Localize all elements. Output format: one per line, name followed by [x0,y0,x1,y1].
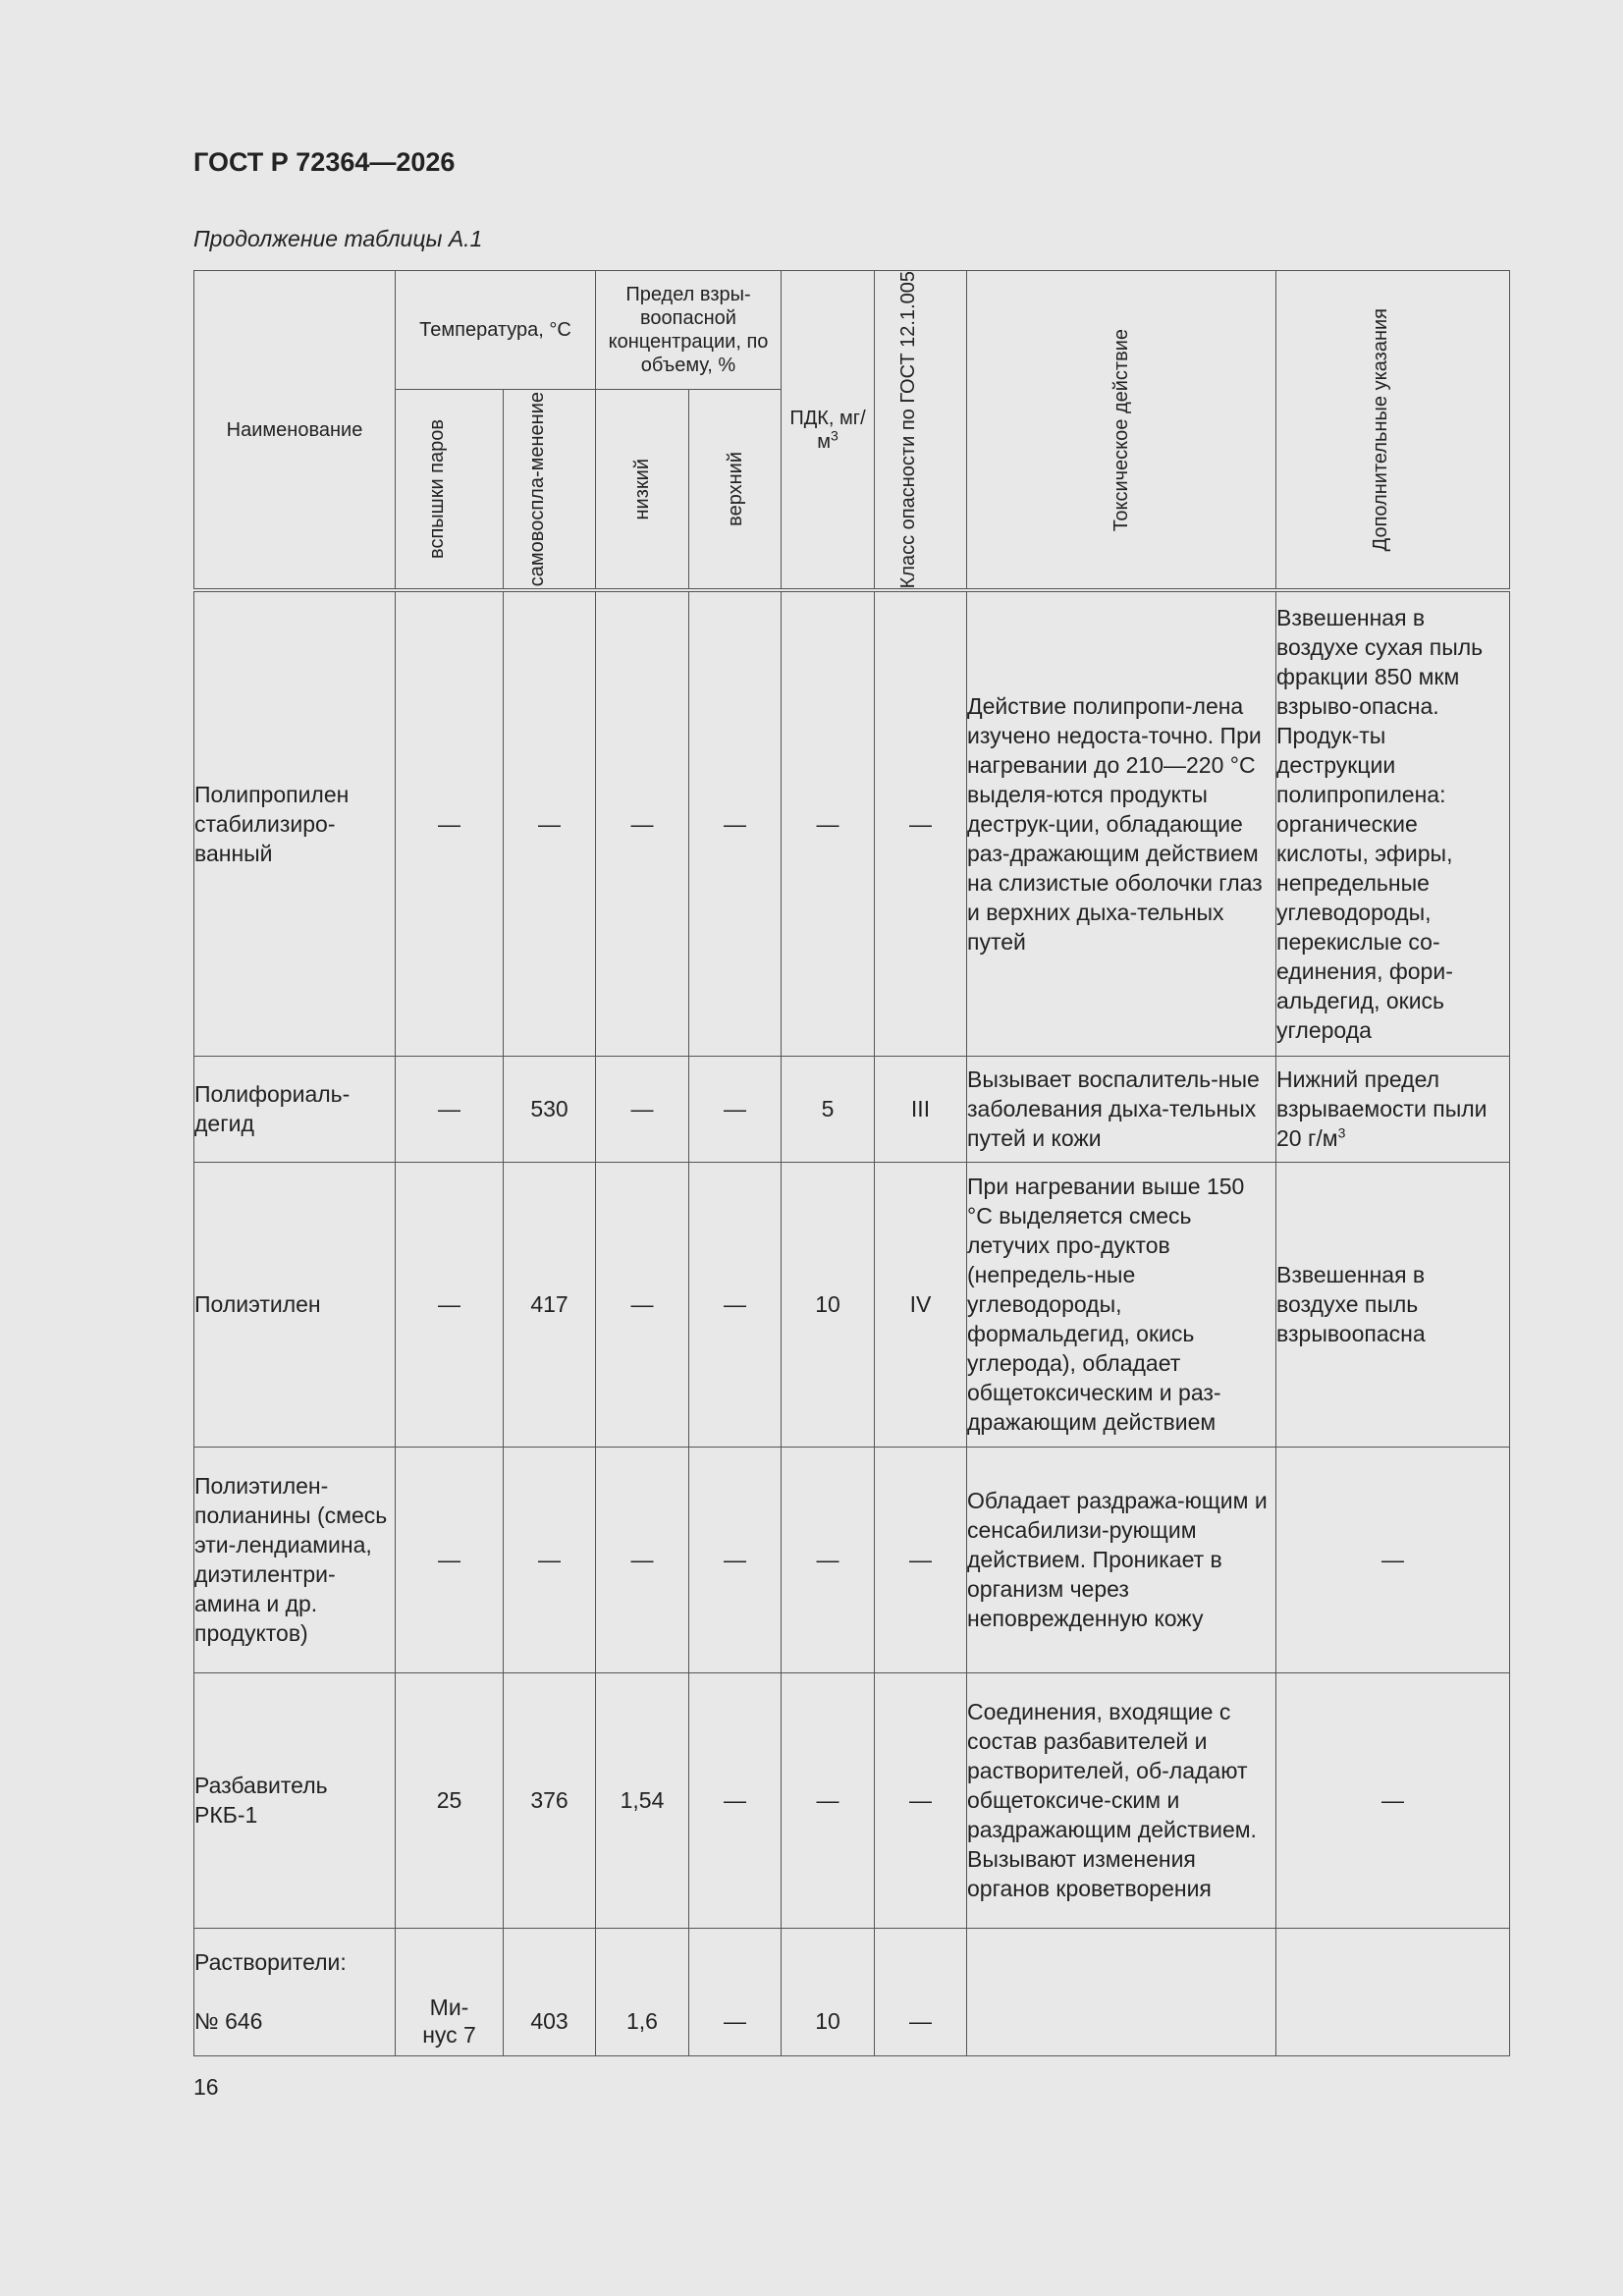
cell-pdk: 10 [782,1162,875,1447]
cell-autoignition: — [504,1447,596,1672]
cell-autoignition: 530 [504,1056,596,1162]
header-toxic-effect: Токсическое действие [967,271,1276,591]
hazard-table [193,270,1510,2056]
cell-high: — [689,1056,782,1162]
cell-toxic: Соединения, входящие с состав разбавителей и растворителей, об-ладают общетоксиче-ским и раздражающим действием. Вызывают изменения органов кроветворения [967,1672,1276,1928]
cell-flash: — [396,1162,504,1447]
cell-class: — [875,1928,967,2055]
header-low: низкий [596,390,689,591]
cell-autoignition: — [504,590,596,1056]
cell-pdk: 10 [782,1928,875,2055]
table-row [194,1056,1510,1162]
cell-class: — [875,1672,967,1928]
cell-name: Полиэтилен-полианины (смесь эти-лендиамина, диэтилентри-амина и др. продуктов) [194,1447,396,1672]
cell-pdk: — [782,1672,875,1928]
cell-class: IV [875,1162,967,1447]
cell-low: — [596,1056,689,1162]
cell-autoignition: 417 [504,1162,596,1447]
cell-pdk: — [782,1447,875,1672]
cell-low: — [596,1162,689,1447]
cell-pdk: 5 [782,1056,875,1162]
cell-pdk: — [782,590,875,1056]
cell-notes: — [1276,1672,1510,1928]
cell-toxic: Вызывает воспалитель-ные заболевания дыха-тельных путей и кожи [967,1056,1276,1162]
cell-flash: — [396,1447,504,1672]
cell-name: Разбавитель РКБ-1 [194,1672,396,1928]
cell-flash: 25 [396,1672,504,1928]
table-row [194,1672,1510,1928]
cell-flash: — [396,1056,504,1162]
cell-notes: — [1276,1447,1510,1672]
cell-class: — [875,1447,967,1672]
cell-notes: Взвешенная в воздухе сухая пыль фракции 850 мкм взрыво-опасна. Продук-ты деструкции полипропилена: органические кислоты, эфиры, непредельные углеводороды, перекислые со-единения, фори-альдегид, окись углерода [1276,590,1510,1056]
header-pdk: ПДК, $мг/м^3$ [782,271,875,591]
cell-flash: — [396,590,504,1056]
cell-class: III [875,1056,967,1162]
header-autoignition: самовоспла-менение [504,390,596,591]
table-row [194,1447,1510,1672]
cell-class: — [875,590,967,1056]
cell-low: — [596,1447,689,1672]
header-high: верхний [689,390,782,591]
cell-name: Полифориаль-дегид [194,1056,396,1162]
cell-high: — [689,1928,782,2055]
cell-toxic: Обладает раздража-ющим и сенсабилизи-рующим действием. Проникает в организм через неповрежденную кожу [967,1447,1276,1672]
document-title: ГОСТ Р 72364—2026 [193,147,456,177]
cell-notes: Нижний предел взрываемости пыли 20 $г/м^3$ [1276,1056,1510,1162]
table-caption: Продолжение таблицы А.1 [193,226,483,251]
cell-name: Полипропилен стабилизиро-ванный [194,590,396,1056]
cell-notes: Взвешенная в воздухе пыль взрывоопасна [1276,1162,1510,1447]
cell-low: 1,54 [596,1672,689,1928]
header-name: Наименование [194,271,396,591]
cell-notes [1276,1928,1510,2055]
cell-toxic [967,1928,1276,2055]
table-row [194,1162,1510,1447]
cell-high: — [689,1672,782,1928]
header-temperature: Температура, °С [396,271,596,390]
cell-high: — [689,1162,782,1447]
header-flash: вспышки паров [396,390,504,591]
table-row [194,590,1510,1056]
cell-high: — [689,590,782,1056]
cell-autoignition: 403 [504,1928,596,2055]
solvent-name: № 646 [194,2008,263,2035]
cell-toxic: При нагревании выше 150 °С выделяется смесь летучих про-дуктов (непредель-ные углеводороды, формальдегид, окись углерода), обладает общетоксическим и раз-дражающим действием [967,1162,1276,1447]
cell-name [194,1928,396,2055]
cell-flash: Ми-нус 7 [396,1928,504,2055]
header-explosive-limit: Предел взры-воопасной концентрации, по объему, % [596,271,782,390]
page-number: 16 [193,2074,219,2100]
solvents-label: Растворители: [194,1949,347,1976]
header-hazard-class: Класс опасности по ГОСТ 12.1.005 [875,271,967,591]
cell-autoignition: 376 [504,1672,596,1928]
cell-low: — [596,590,689,1056]
cell-toxic: Действие полипропи-лена изучено недоста-точно. При нагревании до 210—220 °С выделя-ются продукты деструк-ции, обладающие раз-дражающим действием на слизистые оболочки глаз и верхних дыха-тельных путей [967,590,1276,1056]
header-notes: Дополнительные указания [1276,271,1510,591]
table-row-solvents [194,1928,1510,2055]
cell-low: 1,6 [596,1928,689,2055]
cell-high: — [689,1447,782,1672]
cell-name: Полиэтилен [194,1162,396,1447]
